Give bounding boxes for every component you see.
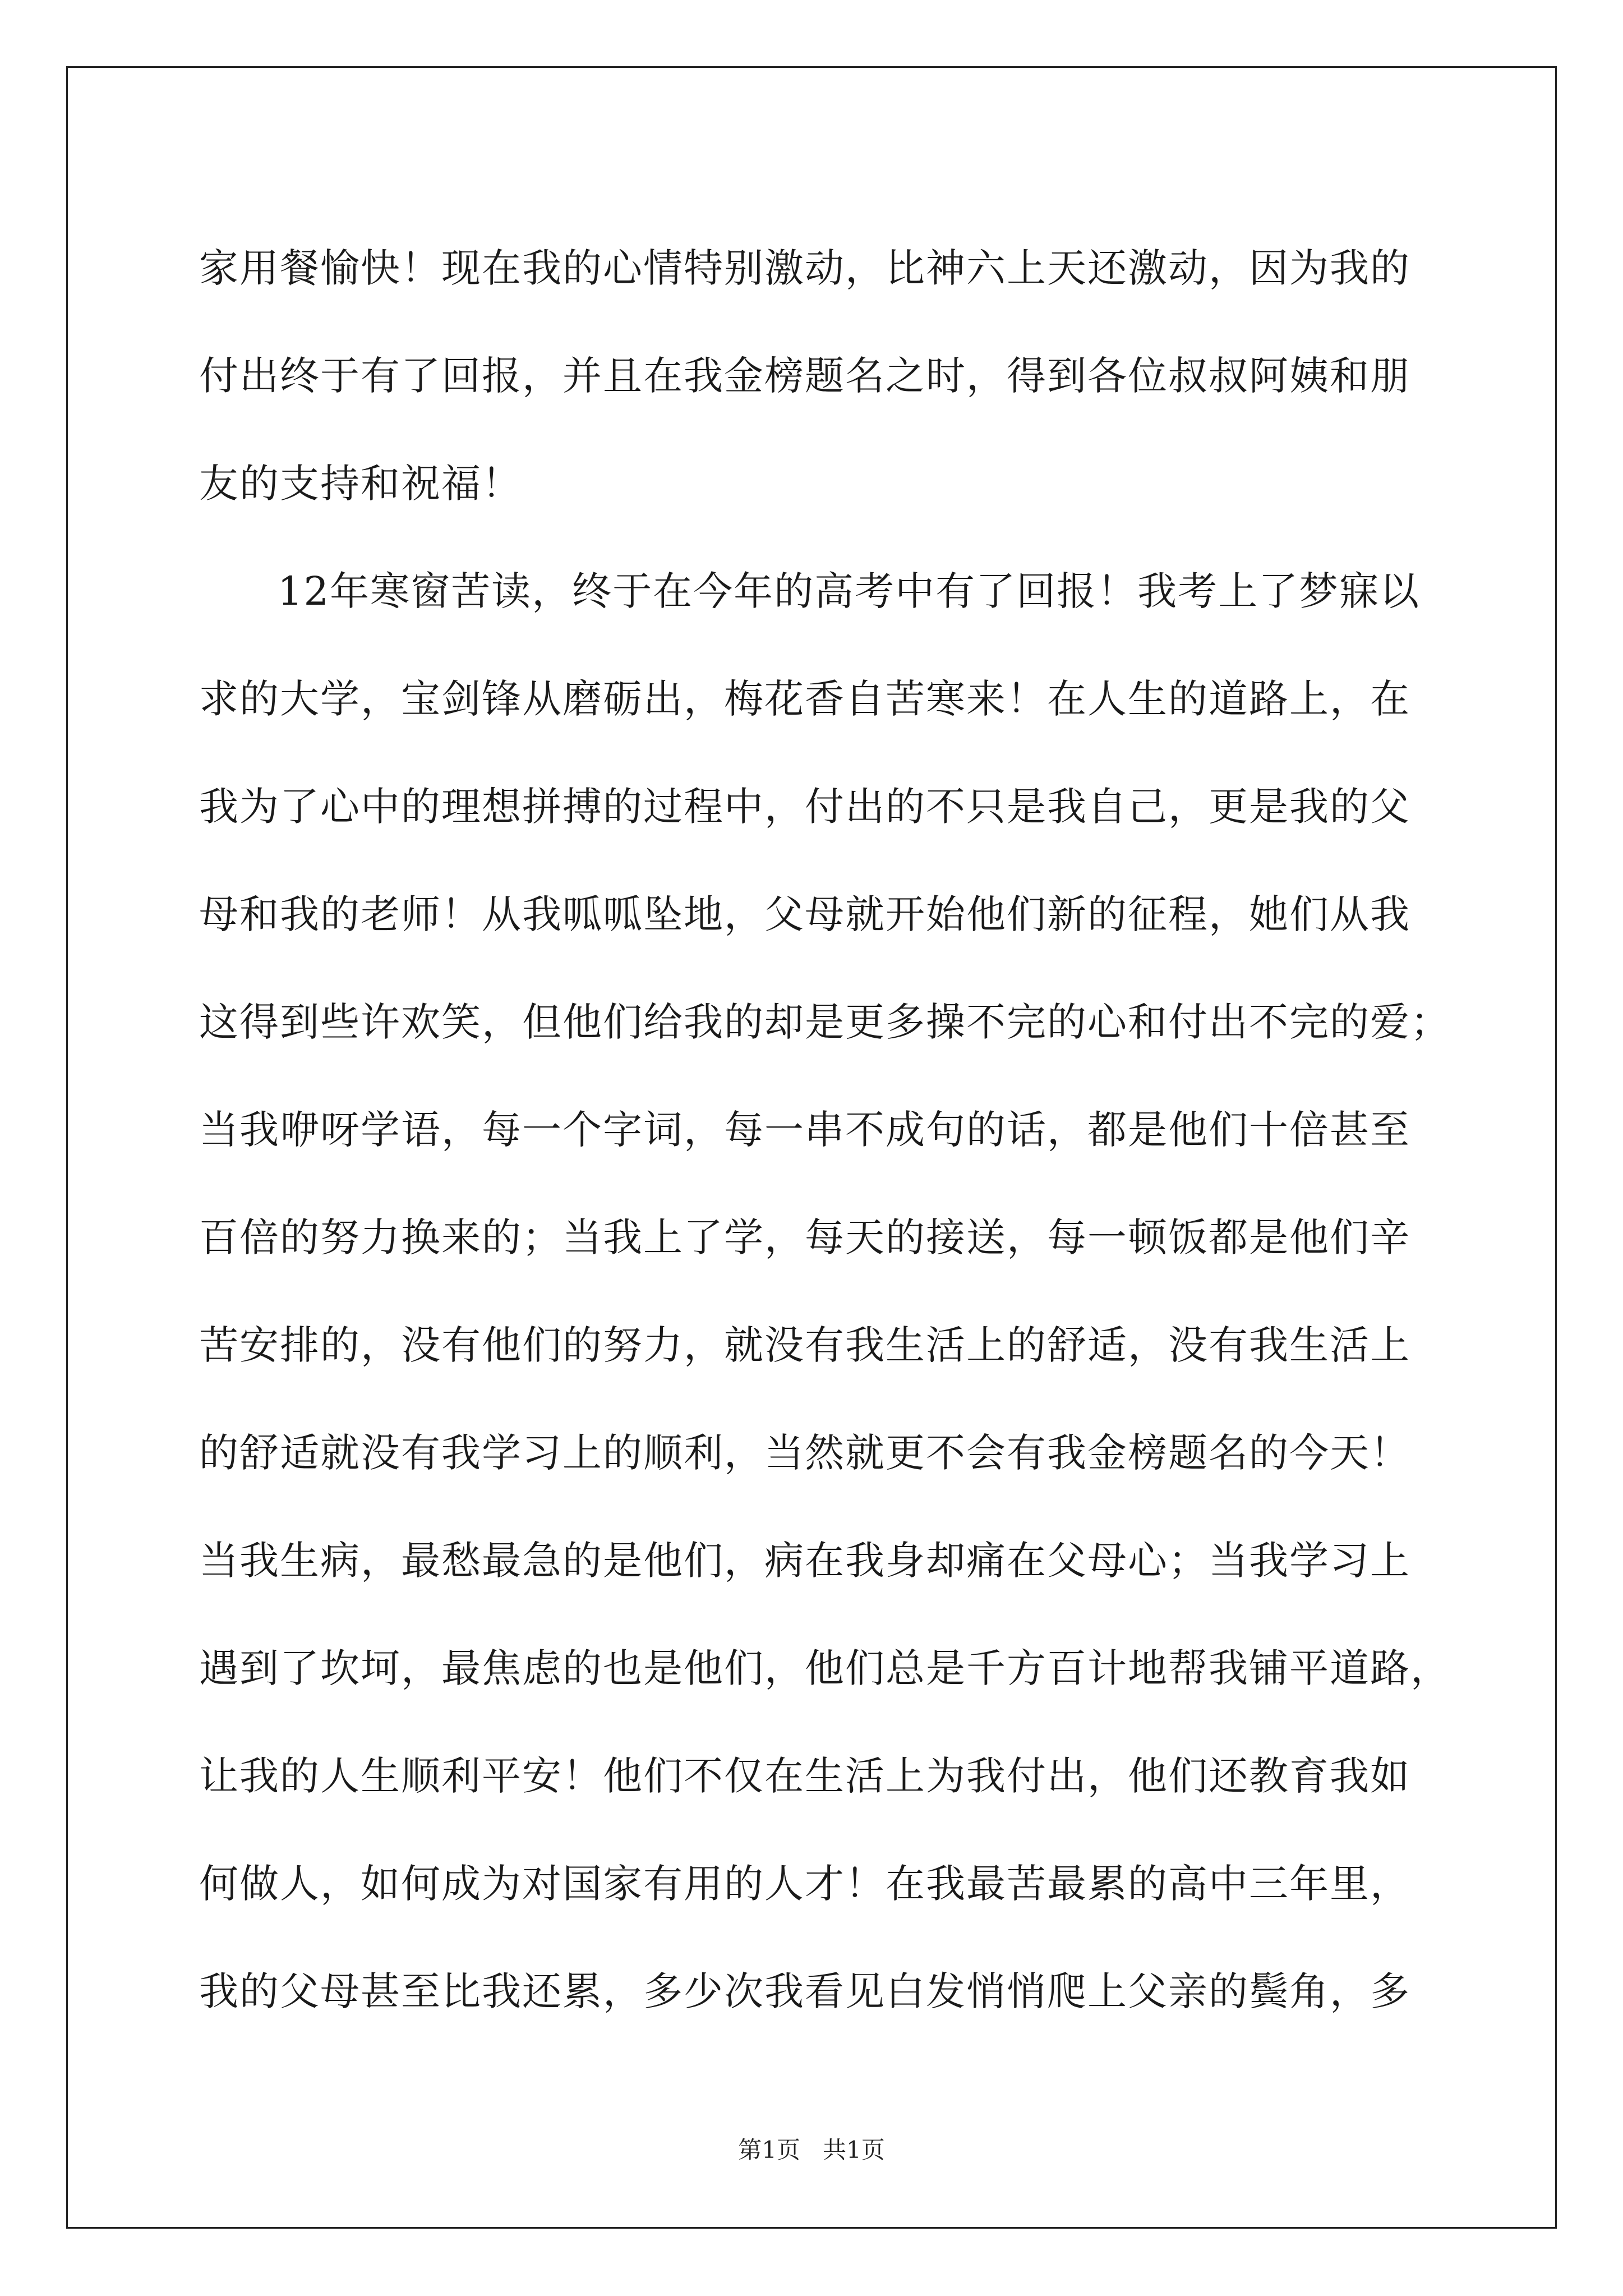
- text-line: 遇到了坎坷，最焦虑的也是他们，他们总是千方百计地帮我铺平道路，: [199, 1645, 1451, 1691]
- text-line: 友的支持和祝福！: [199, 461, 522, 507]
- page-number-current: 第1页: [738, 2136, 800, 2164]
- text-line: 让我的人生顺利平安！他们不仅在生活上为我付出，他们还教育我如: [199, 1753, 1410, 1799]
- text-line: 我为了心中的理想拼搏的过程中，付出的不只是我自己，更是我的父: [199, 784, 1410, 830]
- text-line: 当我生病，最愁最急的是他们，病在我身却痛在父母心；当我学习上: [199, 1538, 1410, 1584]
- document-body: [199, 214, 1451, 2045]
- page-footer: [0, 2132, 1623, 2165]
- text-line: 我的父母甚至比我还累，多少次我看见白发悄悄爬上父亲的鬓角，多: [199, 1968, 1410, 2014]
- text-line: 何做人，如何成为对国家有用的人才！在我最苦最累的高中三年里，: [199, 1861, 1410, 1907]
- text-line: 当我咿呀学语，每一个字词，每一串不成句的话，都是他们十倍甚至: [199, 1107, 1410, 1153]
- text-line: 这得到些许欢笑，但他们给我的却是更多操不完的心和付出不完的爱；: [199, 999, 1451, 1045]
- text-line: 百倍的努力换来的；当我上了学，每天的接送，每一顿饭都是他们辛: [199, 1214, 1410, 1260]
- text-line: 苦安排的，没有他们的努力，就没有我生活上的舒适，没有我生活上: [199, 1322, 1410, 1368]
- text-line: 付出终于有了回报，并且在我金榜题名之时，得到各位叔叔阿姨和朋: [199, 353, 1410, 399]
- text-line: 求的大学，宝剑锋从磨砺出，梅花香自苦寒来！在人生的道路上，在: [199, 676, 1410, 722]
- paragraph-start-line: 12年寒窗苦读，终于在今年的高考中有了回报！我考上了梦寐以: [278, 568, 1421, 614]
- text-line: 的舒适就没有我学习上的顺利，当然就更不会有我金榜题名的今天！: [199, 1430, 1410, 1476]
- text-line: 母和我的老师！从我呱呱坠地，父母就开始他们新的征程，她们从我: [199, 891, 1410, 937]
- page-number-total: 共1页: [823, 2136, 885, 2164]
- text-line: 家用餐愉快！现在我的心情特别激动，比神六上天还激动，因为我的: [199, 245, 1410, 291]
